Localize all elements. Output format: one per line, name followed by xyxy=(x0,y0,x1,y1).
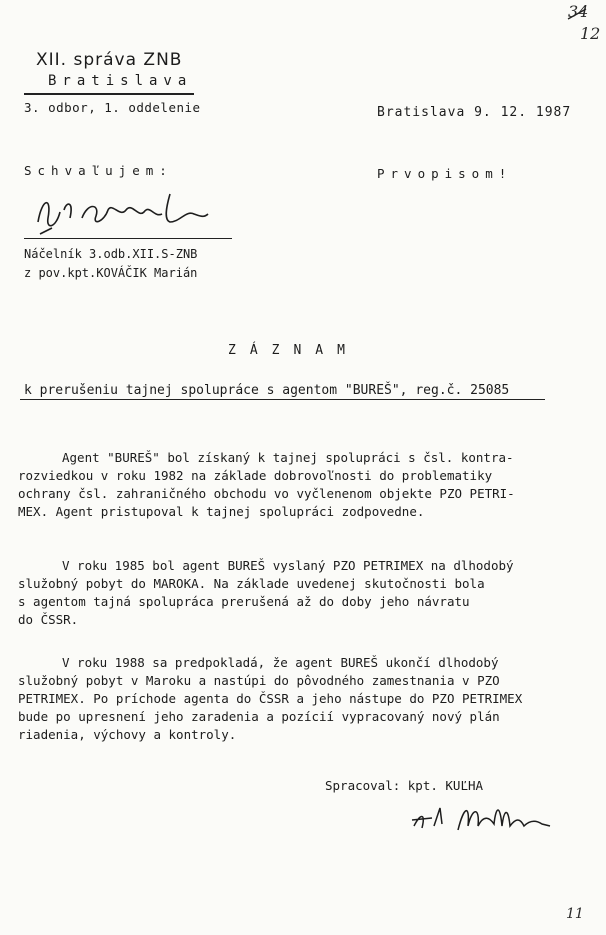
subject-underline xyxy=(20,399,545,400)
signature-line xyxy=(24,238,232,239)
processor-signature xyxy=(410,796,560,836)
page-number-bottom: 11 xyxy=(566,906,584,922)
paragraph-line: bude po upresnení jeho zaradenia a pozícií vypracovaný nový plán xyxy=(18,709,500,724)
chief-name: z pov.kpt.KOVÁČIK Marián xyxy=(24,266,198,280)
paragraph-line: služobný pobyt do MAROKA. Na základe uvedenej skutočnosti bola xyxy=(18,576,485,591)
paragraph-3 xyxy=(18,654,522,744)
paragraph-1 xyxy=(18,449,515,521)
paragraph-line: V roku 1985 bol agent BUREŠ vyslaný PZO PETRIMEX na dlhodobý xyxy=(62,558,514,573)
agency-name: XII. správa ZNB xyxy=(36,50,183,70)
strikethrough-mark xyxy=(567,7,587,21)
paragraph-line: ochrany čsl. zahraničného obchodu vo vyčlenenom objekte PZO PETRI- xyxy=(18,486,515,501)
record-subject: k prerušeniu tajnej spolupráce s agentom "BUREŠ", reg.č. 25085 xyxy=(24,383,510,398)
chief-title: Náčelník 3.odb.XII.S-ZNB xyxy=(24,247,198,261)
header-underline xyxy=(24,93,194,95)
paragraph-line: riadenia, výchovy a kontroly. xyxy=(18,727,237,742)
paragraph-line: rozviedkou v roku 1982 na základe dobrovoľnosti do problematiky xyxy=(18,468,493,483)
paragraph-line: do ČSSR. xyxy=(18,612,79,627)
department: 3. odbor, 1. oddelenie xyxy=(24,100,201,115)
chief-signature xyxy=(30,188,210,238)
document-date: Bratislava 9. 12. 1987 xyxy=(377,105,572,120)
processed-by: Spracoval: kpt. KUĽHA xyxy=(325,778,484,793)
agency-city: Bratislava xyxy=(48,73,193,89)
copy-label: Prvopisom! xyxy=(377,166,513,181)
paragraph-line: MEX. Agent pristupoval k tajnej spolupráci zodpovedne. xyxy=(18,504,425,519)
paragraph-line: PETRIMEX. Po príchode agenta do ČSSR a jeho nástupe do PZO PETRIMEX xyxy=(18,691,523,706)
paragraph-2 xyxy=(18,557,514,629)
crossed-page-number: 34 xyxy=(568,2,589,21)
paragraph-line: V roku 1988 sa predpokladá, že agent BUREŠ ukončí dlhodobý xyxy=(62,655,499,670)
paragraph-line: služobný pobyt v Maroku a nastúpi do pôvodného zamestnania v PZO xyxy=(18,673,500,688)
paragraph-line: s agentom tajná spolupráca prerušená až do doby jeho návratu xyxy=(18,594,470,609)
paragraph-line: Agent "BUREŠ" bol získaný k tajnej spolupráci s čsl. kontra- xyxy=(62,450,514,465)
approval-label: Schvaľujem: xyxy=(24,163,173,178)
page-number-top: 12 xyxy=(580,24,601,43)
record-title: ZÁZNAM xyxy=(228,343,359,358)
